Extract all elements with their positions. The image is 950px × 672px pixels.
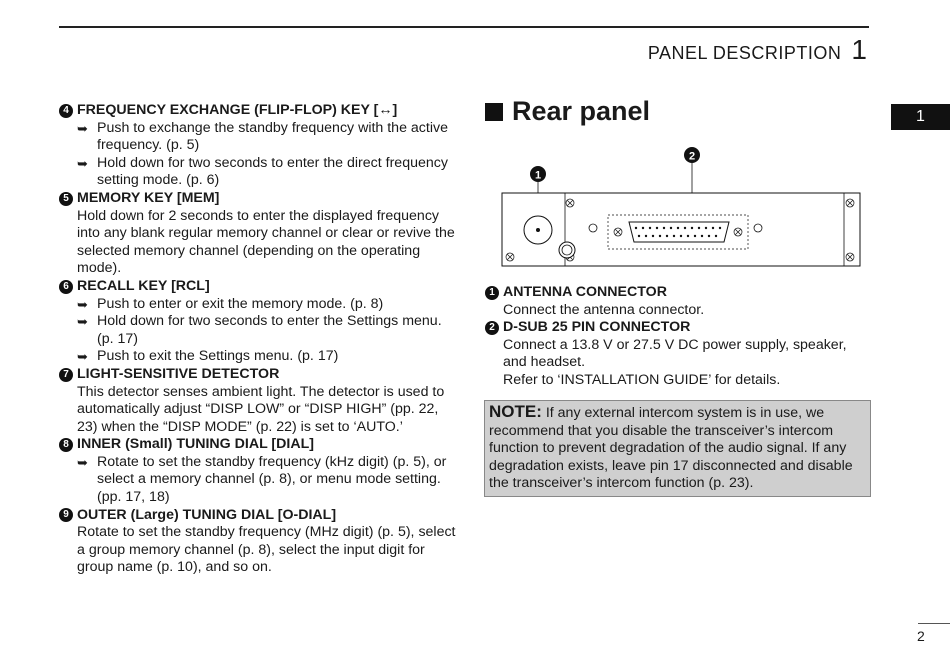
item-flip-flop-key	[59, 102, 459, 190]
item-text: Connect a 13.8 V or 27.5 V DC power supply, speaker, and headset.	[503, 336, 847, 371]
arrow-bullet-icon: ➥	[77, 314, 88, 330]
bullet: ➥ Push to enter or exit the memory mode. (p. 8)	[77, 295, 384, 312]
rear-panel-items	[485, 284, 870, 390]
number-badge: 9	[59, 508, 73, 522]
number-badge: 4	[59, 104, 73, 118]
ground-terminal-icon	[559, 242, 575, 258]
item-heading: LIGHT-SENSITIVE DETECTOR	[77, 365, 280, 382]
screw-icon	[566, 199, 574, 207]
item-text: Hold down for 2 seconds to enter the displayed frequency into any blank regular memory channel or clear or revive the selected memory channel (depending on the operating mode).	[77, 207, 455, 277]
item-inner-dial	[59, 436, 459, 506]
note-label: NOTE:	[489, 402, 542, 421]
bullet: ➥ Push to exit the Settings menu. (p. 17)	[77, 348, 339, 365]
left-column	[59, 102, 459, 577]
note-box	[484, 400, 871, 497]
callout-label: 2	[688, 150, 696, 163]
item-heading: FREQUENCY EXCHANGE (FLIP-FLOP) KEY [↔]	[77, 102, 398, 118]
screw-icon	[506, 253, 514, 261]
number-badge: 1	[485, 286, 499, 300]
item-memory-key	[59, 190, 459, 278]
item-heading: D-SUB 25 PIN CONNECTOR	[503, 319, 691, 336]
item-recall-key	[59, 278, 459, 366]
item-light-detector	[59, 366, 459, 436]
item-heading: OUTER (Large) TUNING DIAL [O-DIAL]	[77, 506, 337, 523]
item-heading: ANTENNA CONNECTOR	[503, 284, 667, 300]
number-badge: 7	[59, 368, 73, 382]
number-badge: 6	[59, 280, 73, 294]
number-badge: 8	[59, 438, 73, 452]
item-heading: INNER (Small) TUNING DIAL [DIAL]	[77, 436, 314, 453]
footer-rule	[918, 623, 950, 624]
arrow-bullet-icon: ➥	[77, 454, 88, 470]
rear-panel-title: Rear panel	[512, 96, 651, 126]
item-heading: RECALL KEY [RCL]	[77, 277, 210, 294]
item-text: This detector senses ambient light. The detector is used to automatically adjust “DISP LOW” or “DISP HIGH” (pp. 22, 23) when the “DISP MODE” (p. 22) is set to ‘AUTO.’	[77, 383, 445, 435]
antenna-connector-icon	[524, 216, 552, 244]
chapter-number: 1	[851, 34, 867, 65]
page-header	[648, 34, 867, 66]
rear-panel-heading	[485, 96, 650, 127]
item-heading: MEMORY KEY [MEM]	[77, 189, 220, 206]
arrow-bullet-icon: ➥	[77, 120, 88, 136]
arrow-bullet-icon: ➥	[77, 155, 88, 171]
bullet: ➥ Rotate to set the standby frequency (kHz digit) (p. 5), or select a memory channel (p. 8), or menu mode setting. (pp. 17, 18)	[77, 453, 447, 506]
mount-hole-icon	[589, 224, 597, 232]
bullet: ➥ Hold down for two seconds to enter the direct frequency setting mode. (p. 6)	[77, 154, 448, 189]
item-dsub-connector	[485, 319, 870, 389]
item-text: Rotate to set the standby frequency (MHz digit) (p. 5), select a group memory channel (p. 8), select the input digit for group name (p. 10), and so on.	[77, 524, 456, 576]
bullet: ➥ Hold down for two seconds to enter the Settings menu. (p. 17)	[77, 313, 442, 347]
square-bullet-icon	[485, 103, 503, 121]
item-antenna-connector	[485, 284, 870, 319]
screw-icon	[846, 253, 854, 261]
number-badge: 5	[59, 192, 73, 206]
top-rule	[59, 26, 869, 28]
number-badge: 2	[485, 321, 499, 335]
chapter-tab: 1	[891, 104, 950, 130]
page-number: 2	[917, 628, 925, 644]
rear-panel-diagram	[498, 142, 868, 272]
arrow-bullet-icon: ➥	[77, 349, 88, 365]
callout-label: 1	[534, 169, 542, 182]
screw-icon	[846, 199, 854, 207]
mount-hole-icon	[754, 224, 762, 232]
bullet: ➥ Push to exchange the standby frequency with the active frequency. (p. 5)	[77, 119, 448, 154]
item-text: Connect the antenna connector.	[503, 301, 705, 318]
item-text: Refer to ‘INSTALLATION GUIDE’ for details.	[503, 371, 781, 388]
arrow-bullet-icon: ➥	[77, 296, 88, 312]
note-text: If any external intercom system is in use, we recommend that you disable the transceiver’s intercom function to prevent degradation of the audio signal. If any degradation exists, leave pin 17 disconnected and disable the transceiver’s intercom function (p. 23).	[489, 405, 853, 492]
item-outer-dial	[59, 507, 459, 577]
section-header-title: PANEL DESCRIPTION	[647, 43, 842, 63]
